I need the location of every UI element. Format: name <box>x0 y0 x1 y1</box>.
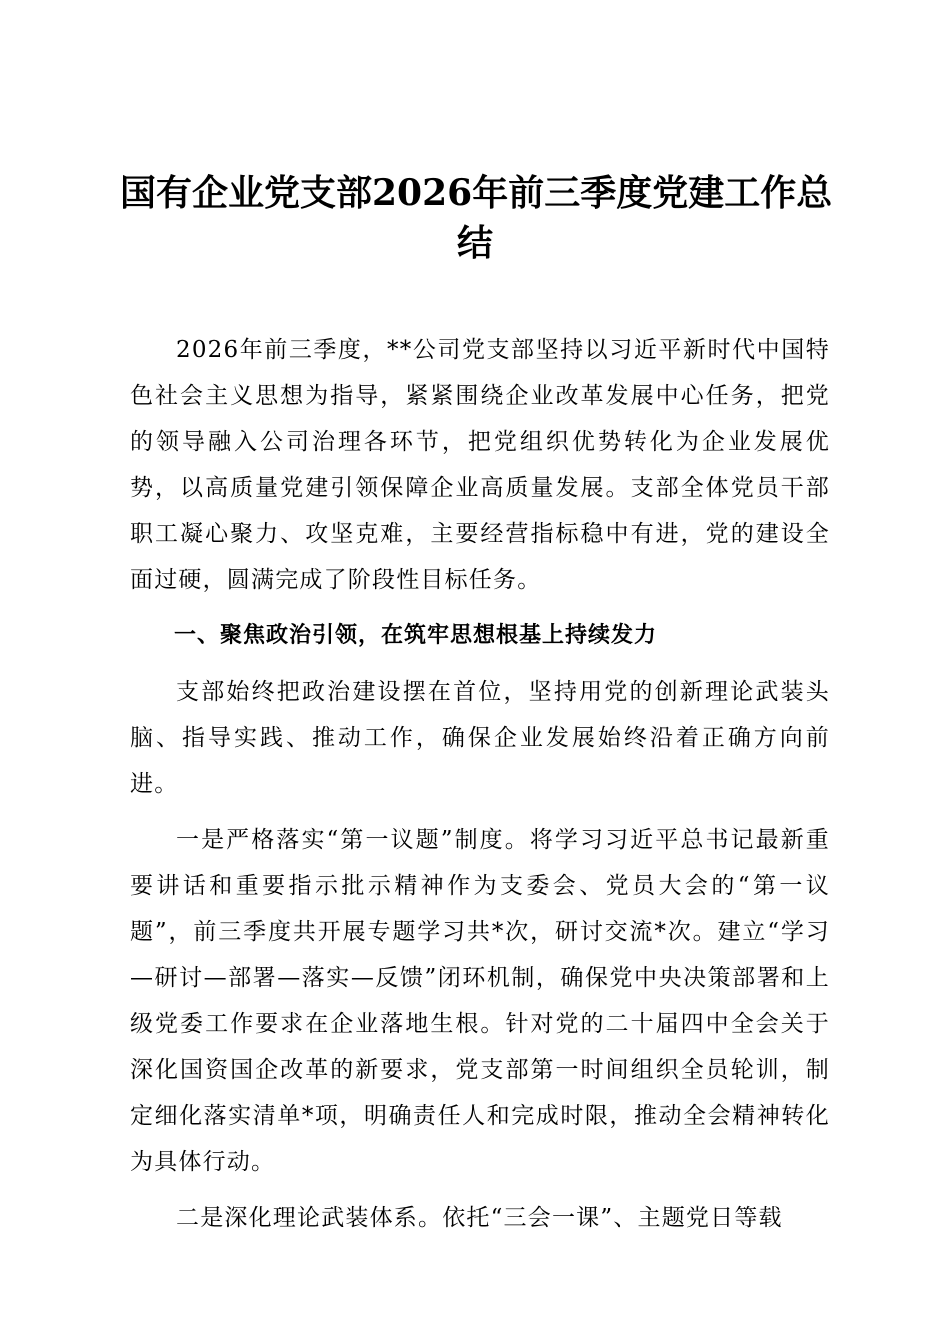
intro-paragraph: 2026年前三季度，**公司党支部坚持以习近平新时代中国特色社会主义思想为指导，紧紧围绕企业改革发展中心任务，把党的领导融入公司治理各环节，把党组织优势转化为企业发展优势，以高质量党建引领保障企业高质量发展。支部全体党员干部职工凝心聚力、攻坚克难，主要经营指标稳中有进，党的建设全面过硬，圆满完成了阶段性目标任务。 <box>130 337 830 593</box>
section-1-point-1-paragraph: 一是严格落实“第一议题”制度。将学习习近平总书记最新重要讲话和重要指示批示精神作为支委会、党员大会的“第一议题”，前三季度共开展专题学习共*次，研讨交流*次。建立“学习—研讨—部署—落实—反馈”闭环机制，确保党中央决策部署和上级党委工作要求在企业落地生根。针对党的二十届四中全会关于深化国资国企改革的新要求，党支部第一时间组织全员轮训，制定细化落实清单*项，明确责任人和完成时限，推动全会精神转化为具体行动。 <box>130 827 830 1175</box>
title-line-2: 结 <box>456 222 493 264</box>
document-title <box>120 168 833 268</box>
section-1-intro-paragraph: 支部始终把政治建设摆在首位，坚持用党的创新理论武装头脑、指导实践、推动工作，确保企业发展始终沿着正确方向前进。 <box>130 679 830 797</box>
section-1-point-2-paragraph: 二是深化理论武装体系。依托“三会一课”、主题党日等载 <box>176 1205 783 1231</box>
section-1-heading: 一、聚焦政治引领，在筑牢思想根基上持续发力 <box>174 623 658 648</box>
title-line-1: 国有企业党支部2026年前三季度党建工作总 <box>120 172 833 214</box>
document-body <box>130 327 830 1241</box>
